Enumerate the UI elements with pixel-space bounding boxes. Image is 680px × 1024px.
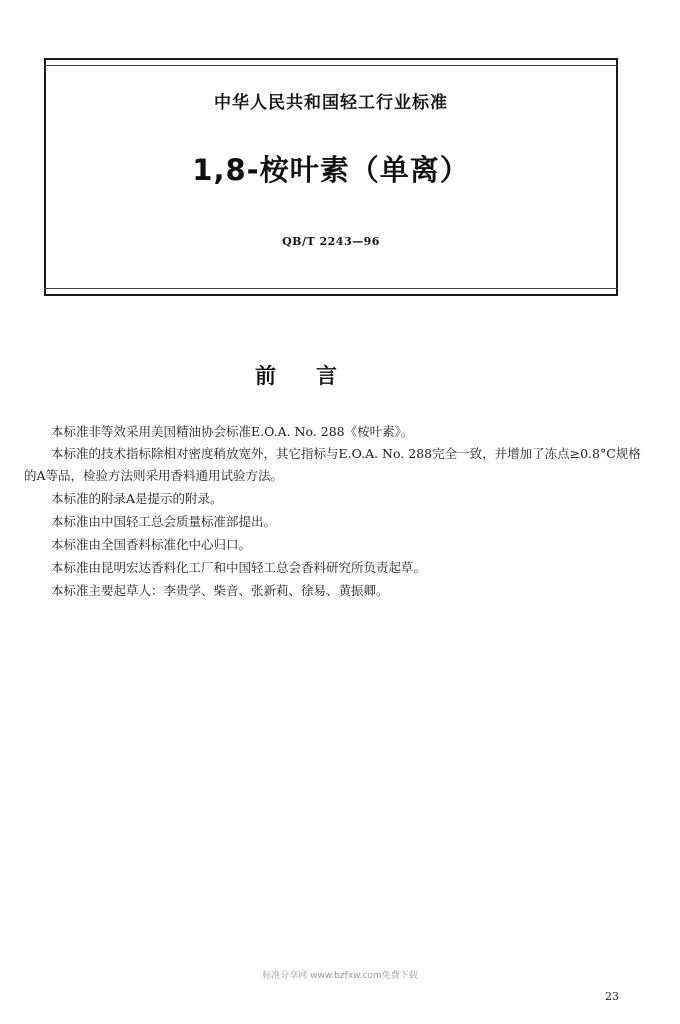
document-title: 1,8-桉叶素（单离） [192, 153, 470, 187]
title-frame [44, 58, 618, 296]
preface-paragraph: 本标准由全国香料标准化中心归口。 [51, 537, 252, 552]
preface-paragraph: 本标准的附录A是提示的附录。 [51, 491, 223, 506]
footer-watermark: 标准分享网 www.bzfxw.com免费下载 [262, 971, 418, 981]
preface-paragraph: 本标准由昆明宏达香料化工厂和中国轻工总会香料研究所负责起草。 [51, 560, 427, 575]
preface-heading: 前言 [255, 364, 377, 388]
preface-paragraph: 本标准由中国轻工总会质量标准部提出。 [51, 514, 277, 529]
page-number: 23 [605, 990, 619, 1003]
preface-paragraph: 本标准的技术指标除相对密度稍放宽外，其它指标与E.O.A. No. 288完全一致，并增加了冻点≥0.8°C规格的A等品，检验方法则采用香料通用试验方法。 [24, 446, 641, 483]
standard-code: QB/T 2243—96 [282, 235, 380, 248]
preface-paragraph: 本标准主要起草人：李贵学、柴音、张新莉、徐易、黄振卿。 [51, 583, 389, 598]
preface-paragraph: 本标准非等效采用美国精油协会标准E.O.A. No. 288《桉叶素》。 [51, 424, 414, 439]
standard-category: 中华人民共和国轻工行业标准 [214, 93, 448, 113]
